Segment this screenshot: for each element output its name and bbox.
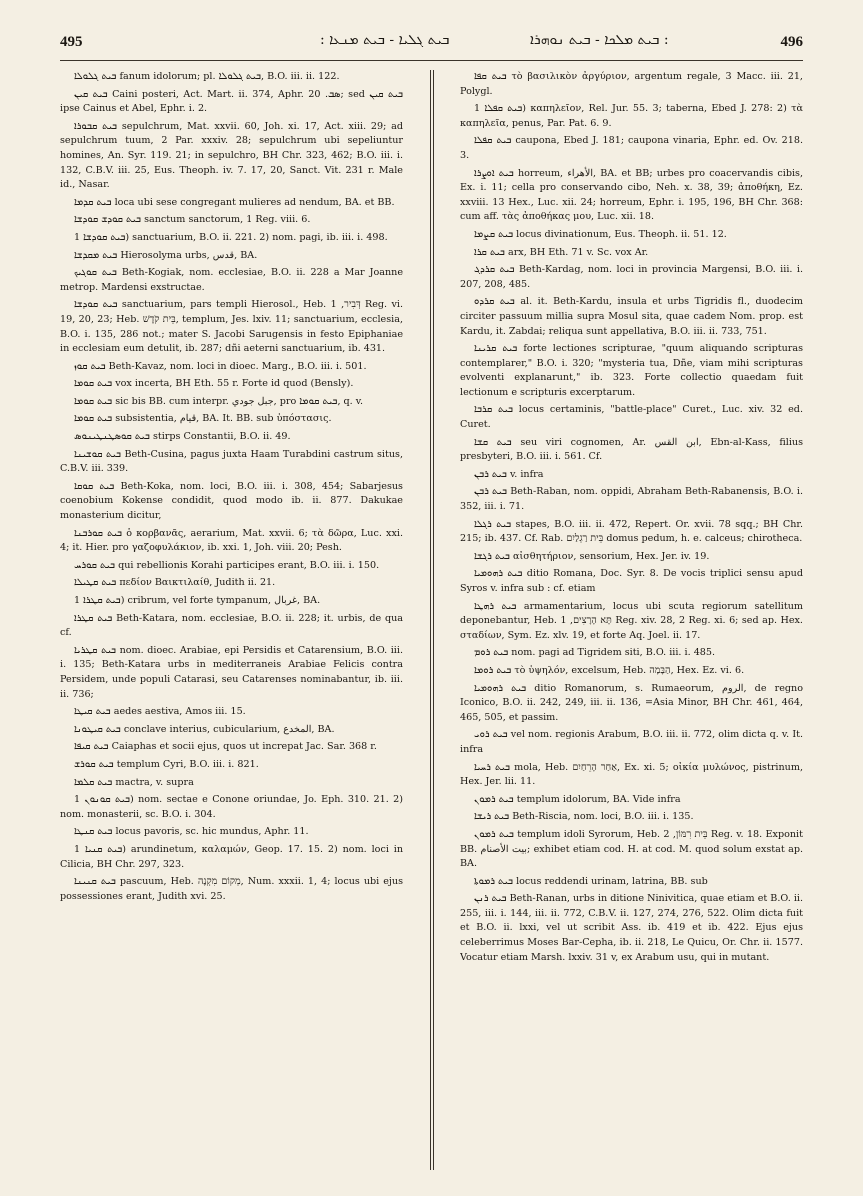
page-header (60, 30, 803, 56)
dictionary-entry: ܒܝܬ ܩܦܠܐ 1) καπηλεῖον, Rel. Jur. 55. 3; taberna, Ebed J. 278: 2) τὰ καπηλεῖα, penus, Par. Pat. 6. 9. (460, 103, 803, 129)
dictionary-entry: ܒܝܬ ܩܘܕܫܐ 1) sanctuarium, B.O. ii. 221. 2) nom. pagi, ib. iii. i. 498. (74, 231, 388, 243)
dictionary-entry: ܒܝܬ ܩܘܡܐ sic bis BB. cum interpr. جبل جودي, pro ܒܝܬ ܩܘܡܐ, q. v. (74, 395, 364, 407)
dictionary-entry: ܒܝܬ ܩܘܓܝܟ Beth-Kogiak, nom. ecclesiae, B.O. ii. 228 a Mar Joanne metrop. Mardensi exstructae. (60, 267, 403, 293)
dictionary-entry: ܒܝܬ ܩܢܝܐ 1) arundinetum, καλαμών, Geop. 17. 15. 2) nom. loci in Cilicia, BH Chr. 297, 323. (60, 843, 403, 870)
dictionary-entry: ܒܝܬ ܩܘܢܘܢ 1) nom. sectae e Conone oriundae, Jo. Eph. 310. 21. 2) nom. monasterii, sc. B.O. i. 304. (60, 794, 403, 820)
dictionary-entry: ܒܝܬ ܩܦܠܐ caupona, Ebed J. 181; caupona vinaria, Ephr. ed. Ov. 218. 3. (460, 135, 803, 161)
dictionary-entry: ܒܝܬ ܪܡܘܢ templum idoli Syrorum, Heb. בֵּית רִמּוֹן, 2 Reg. v. 18. Exponit BB. بيت الأصنام; exhibet etiam cod. H. at cod. M. quod solum exstat ap. BA. (460, 828, 803, 870)
dictionary-entry: ܒܝܬ ܩܝܦܐ Caiaphas et socii ejus, quos ut increpat Jac. Sar. 368 r. (74, 741, 377, 753)
dictionary-entry: ܒܝܬ ܩܪܐ arx, BH Eth. 71 v. Sc. vox Ar. (474, 246, 649, 258)
dictionary-entry: ܒܝܬ ܩܘܫܝܢܐ Beth-Cusina, pagus juxta Haam Turabdini castrum situs, C.B.V. iii. 339. (60, 448, 403, 475)
dictionary-entry: ܒܝܬ ܩܪܒܐ locus certaminis, "battle-place" Curet., Luc. xiv. 32 ed. Curet. (460, 404, 803, 431)
dictionary-entry: ܒܝܬ ܩܘܙ Beth-Kavaz, nom. loci in dioec. Marg., B.O. iii. i. 501. (74, 360, 367, 372)
dictionary-entry: ܒܝܬ ܪܗܛܐ armamentarium, locus ubi scuta regiorum satellitum deponebantur, Heb. תָּא הָרָצִים, 1 Reg. xiv. 28, 2 Reg. xi. 6; sed ap. Hex. σταδίων, Sym. Ez. xlv. 19, et forte Aq. Joel. ii. 17. (460, 600, 803, 641)
dictionary-entry: ܒܝܬ ܩܘܕܫܐ sanctuarium, pars templi Hierosol., Heb. דְּבִיר, 1 Reg. vi. 19, 20, 23; Heb. בֵּית קֹדֶשׁ, templum, Jes. lxiv. 11; sanctuarium, ecclesia, B.O. i. 135, 286 not.; mater S. Jacobi Sarugensis in festo Epiphaniae in ecclesiam eum detulit, ib. 287; dñi aeterni sanctuarium, ib. 431. (60, 299, 403, 355)
dictionary-entry: ܒܝܬ ܪܗܘܡܝܐ ditio Romanorum, s. Rumaeorum, الروم, de regno Iconico, B.O. ii. 242, 249, iii. ii. 136, =Asia Minor, BH Chr. 461, 464, 465, 505, et passim. (460, 682, 803, 723)
dictionary-entry: ܒܝܬ ܪܘܡܐ τὸ ὑψηλόν, excelsum, Heb. הַבָּמָה, Hex. Ez. vi. 6. (474, 664, 745, 676)
right-column (460, 70, 803, 1170)
running-head-left: : ܒܝܬ ܓܠܝܐ - ܒܝܬ ܡܢܥܐ (320, 32, 450, 48)
left-column (60, 70, 403, 1170)
header-rule (60, 60, 803, 61)
dictionary-entry: ܒܝܬ ܪܘܝ vel nom. regionis Arabum, B.O. iii. ii. 772, olim dicta q. v. It. infra (460, 729, 803, 755)
dictionary-entry: ܒܝܬ ܪܝܫܐ Beth-Riscia, nom. loci, B.O. iii. i. 135. (474, 811, 694, 823)
dictionary-entry: ܒܝܬ ܩܪܕܓ Beth-Kardag, nom. loci in provincia Margensi, B.O. iii. i. 207, 208, 485. (460, 264, 803, 290)
dictionary-entry: ܒܝܬ ܩܫܐ seu viri cognomen, Ar. ابن القس, Ebn-al-Kass, filius presbyteri, B.O. iii. i. 561. Cf. (460, 436, 803, 463)
dictionary-entry: ܒܝܬ ܪܚܝܐ mola, Heb. אַחַר הָרֵחַיִם, Ex. xi. 5; οἰκία μυλώνος, pistrinum, Hex. Jer. lii. 11. (460, 761, 803, 788)
dictionary-entry: ܒܝܬ ܩܝܛܘܢܐ conclave interius, cubicularium, المخدع, BA. (74, 723, 335, 735)
column-divider (430, 70, 431, 1170)
dictionary-entry: ܒܝܬ ܩܛܪܝܐ nom. dioec. Arabiae, epi Persidis et Catarensium, B.O. iii. i. 135; Beth-Katara urbs in mediterraneis Arabiae Felicis contra Persidem, unde populi Catarasi, seu Catarenses nominabantur, ib. iii. ii. 736; (60, 644, 403, 700)
dictionary-entry: ܒܝܬ ܩܛܪܐ Beth-Katara, nom. ecclesiae, B.O. ii. 228; it. urbis, de qua cf. (60, 612, 403, 639)
dictionary-entry: ܒܝܬ ܓܠܘܠܐ fanum idolorum; pl. ܒܝܬ ܓܠܘܠܐ, B.O. iii. ii. 122. (74, 71, 340, 82)
dictionary-entry: ܒܝܬ ܩܪܝܢܐ forte lectiones scripturae, "quum aliquando scripturas contemplarer," B.O. i. 320; "mysteria tua, Dñe, viam mihi scripturas evolventi explanarunt," ib. 323. Forte collectio quaedam fuit lectionum e scripturis excerptarum. (460, 343, 803, 398)
column-divider-second (433, 70, 434, 1170)
dictionary-entry: ܒܝܬ ܩܘܡܐ subsistentia, قيام, BA. It. BB. sub ὑπόστασις. (74, 413, 332, 425)
dictionary-entry: ܒܝܬ ܪܗܘܡܝܐ ditio Romana, Doc. Syr. 8. De vocis triplici sensu apud Syros v. infra sub : cf. etiam (460, 568, 803, 594)
dictionary-entry: ܒܝܬ ܐܘܨܪܐ horreum, الأهراء, BA. et BB; urbes pro coacervandis cibis, Ex. i. 11; cella pro conservando cibo, Neh. x. 38, 39; ἀποθήκη, Ez. xxviii. 13 Hex., Luc. xii. 24; horreum, Ephr. i. 195, 196, BH Chr. 368: cum aff. τὰς ἀποθήκας μου, Luc. xii. 18. (460, 167, 803, 223)
dictionary-entry: ܒܝܬ ܡܩܕܫܐ Hierosolyma urbs, قدس, BA. (74, 249, 258, 261)
dictionary-entry: ܒܝܬ ܪܢܢ Beth-Ranan, urbs in ditione Ninivitica, quae etiam et B.O. ii. 255, iii. i. 144, iii. ii. 772, C.B.V. ii. 127, 274, 276, 522. Olim dicta fuit et B.O. ii. lxxi, vel ut scribit Ass. ib. 419 et ib. 422. Ejus ejus celeberrimus Moses Bar-Cepha, ib. ii. 218, Le Quicu, Or. Chr. ii. 1577. Vocatur etiam Marsh. lxxiv. 31 v, ex Arabum usu, qui in mutant. (460, 893, 803, 963)
page-number-left: 495 (60, 34, 83, 50)
dictionary-entry: ܒܝܬ ܩܘܕܫ ܩܘܕܫܐ sanctum sanctorum, 1 Reg. viii. 6. (74, 214, 311, 226)
dictionary-entry: ܒܝܬ ܩܘܣܛܢܛܝܢܘܣ stirps Constantii, B.O. ii. 49. (74, 431, 291, 443)
dictionary-entry: ܒܝܬ ܩܕܡܐ loca ubi sese congregant mulieres ad nendum, BA. et BB. (74, 196, 395, 208)
dictionary-entry: ܒܝܬ ܩܘܪܫ templum Cyri, B.O. iii. i. 821. (74, 758, 259, 770)
dictionary-entry: ܒܝܬ ܩܦܐ τὸ βασιλικὸν ἀργύριον, argentum regale, 3 Macc. iii. 21, Polygl. (460, 71, 803, 97)
dictionary-entry: ܒܝܬ ܩܘܪܒܢܐ ὁ κορβανᾶς, aerarium, Mat. xxvii. 6; τὰ δῶρα, Luc. xxi. 4; it. Hier. pro γαζοφυλάκιον, ib. xxi. 1, Joh. viii. 20; Pesh. (60, 527, 403, 554)
dictionary-entry: ܒܝܬ ܩܒܘܪܐ sepulchrum, Mat. xxvii. 60, Joh. xi. 17, Act. xiii. 29; ad sepulchrum tuum, 2 Par. xxxiv. 28; sepulchrum ubi sepeliuntur homines, An. Syr. 119. 21; in sepulchro, BH Chr. 323, 462; B.O. iii. i. 132, C.B.V. iii. 25, Eus. Theoph. iv. 7. 17, 20, Sanct. Vit. 231 r. Male id., Nasar. (60, 120, 403, 191)
dictionary-entry: ܒܝܬ ܩܢܛܐ locus pavoris, sc. hic mundus, Aphr. 11. (74, 826, 309, 838)
dictionary-entry: ܒܝܬ ܩܛܪܐ 1) cribrum, vel forte tympanum, غربال, BA. (74, 595, 321, 606)
dictionary-entry: ܒܝܬ ܪܡܘܬܐ locus reddendi urinam, latrina, BB. sub (474, 875, 708, 887)
dictionary-entry: ܒܝܬ ܪܓܫܐ αἰσθητήριον, sensorium, Hex. Jer. iv. 19. (474, 550, 710, 562)
dictionary-entry: ܒܝܬ ܩܝܢ Caini posteri, Act. Mart. ii. 374, Aphr. ܣܒ. 20; sed ܒܝܬ ܩܝܢ ipse Cainus et Abel, Ephr. i. 2. (60, 88, 403, 115)
dictionary-entry: ܒܝܬ ܪܒܢ Beth-Raban, nom. oppidi, Abraham Beth-Rabanensis, B.O. i. 352, iii. i. 71. (460, 486, 803, 513)
dictionary-entry: ܒܝܬ ܩܛܝܠܐ πεδίον Βαικτιλαίθ, Judith ii. 21. (74, 577, 276, 589)
dictionary-entry: ܒܝܬ ܪܓܠܐ stapes, B.O. iii. ii. 472, Repert. Or. xvii. 78 sqq.; BH Chr. 215; ib. 437. Cf. Rab. בֵּית רַגְלַיִם domus pedum, h. e. calceus; chirotheca. (460, 518, 803, 545)
dictionary-entry: ܒܝܬ ܩܠܡܐ mactra, v. supra (74, 776, 194, 788)
dictionary-entry: ܒܝܬ ܪܒܢ v. infra (474, 468, 544, 480)
dictionary-entry: ܒܝܬ ܩܝܛܐ aedes aestiva, Amos iii. 15. (74, 706, 246, 718)
dictionary-entry: ܒܝܬ ܩܘܪܚ qui rebellionis Korahi participes erant, B.O. iii. i. 150. (74, 559, 380, 571)
dictionary-entry: ܒܝܬ ܩܨܡܐ locus divinationum, Eus. Theoph. ii. 51. 12. (474, 228, 727, 240)
running-head-right: ܒܝܬ ܡܠܟܐ - ܒܝܬ ܢܘܗܪܐ : (530, 32, 669, 48)
page-number-right: 496 (780, 34, 803, 50)
dictionary-entry: ܒܝܬ ܩܘܡܐ vox incerta, BH Eth. 55 r. Forte id quod (Bensly). (74, 378, 354, 390)
dictionary-entry: ܒܝܬ ܩܪܕܘ al. it. Beth-Kardu, insula et urbs Tigridis fl., duodecim circiter passuum millia supra Mosul sita, quae cadem Nom. prop. est Kardu, it. Zabdai; reliqua sunt appellativa, B.O. iii. ii. 733, 751. (460, 296, 803, 337)
dictionary-entry: ܒܝܬ ܪܘܡ nom. pagi ad Tigridem siti, B.O. iii. i. 485. (474, 647, 716, 659)
dictionary-entry: ܒܝܬ ܩܘܩܐ Beth-Koka, nom. loci, B.O. iii. i. 308, 454; Sabarjesus coenobium Kokense condidit, quod modo ib. ii. 877. Dakukae monasterium dicitur, (60, 480, 403, 522)
dictionary-entry: ܒܝܬ ܪܡܘܢ templum idolorum, BA. Vide infra (474, 793, 681, 805)
dictionary-entry: ܒܝܬ ܩܢܝܢܐ pascuum, Heb. מְקוֹם מִקְנֶה, Num. xxxii. 1, 4; locus ubi ejus possessiones erant, Judith xvi. 25. (60, 876, 403, 902)
